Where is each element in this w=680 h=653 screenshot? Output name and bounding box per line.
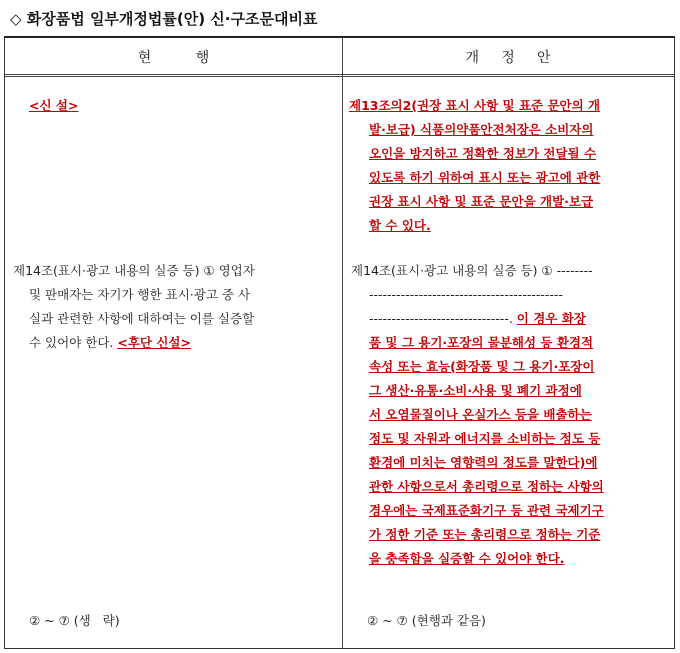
column-divider bbox=[342, 38, 343, 648]
right-art14-red-line: 을 충족함을 실증할 수 있어야 한다. bbox=[369, 551, 565, 566]
art13-line: 제13조의2(권장 표시 사항 및 표준 문안의 개 bbox=[349, 98, 601, 113]
art13-line: 있도록 하기 위하여 표시 또는 광고에 관한 bbox=[369, 170, 601, 185]
art13-line: 발·보급) 식품의약품안전처장은 소비자의 bbox=[369, 122, 594, 137]
right-art14-red-text: 이 경우 화장 bbox=[516, 311, 586, 326]
right-art14-red-line: 속성 또는 효능(화장품 및 그 용기·포장이 bbox=[369, 359, 595, 374]
left-omitted-block bbox=[29, 609, 120, 633]
header-divider bbox=[5, 74, 674, 75]
right-art14-red-line: 정도 및 자원과 에너지를 소비하는 정도 등 bbox=[369, 431, 601, 446]
right-art14-red-line: 가 정한 기준 또는 총리령으로 정하는 기준 bbox=[369, 527, 601, 542]
right-art14-line: -------------------------------. bbox=[369, 311, 517, 326]
right-art14-red-line: 그 생산·유통·소비·사용 및 폐기 과정에 bbox=[369, 383, 582, 398]
right-art14-line: 제14조(표시·광고 내용의 실증 등) ① -------- bbox=[351, 263, 593, 278]
left-art14-line: 수 있어야 한다. bbox=[29, 335, 118, 350]
left-art14-line: 및 판매자는 자기가 행한 표시·광고 중 사 bbox=[29, 287, 251, 302]
right-art14-red-line: 서 오염물질이나 온실가스 등을 배출하는 bbox=[369, 407, 592, 422]
left-art14-line: 제14조(표시·광고 내용의 실증 등) ① 영업자 bbox=[13, 263, 255, 278]
right-art14-red-line: 환경에 미치는 영향력의 정도를 말한다)에 bbox=[369, 455, 598, 470]
page-title: ◇ 화장품법 일부개정법률(안) 신·구조문대비표 bbox=[10, 10, 318, 28]
omitted-text: ② ~ ⑦ (생 략) bbox=[29, 613, 120, 628]
right-art14-red-line: 품 및 그 용기·포장의 물분해성 등 환경적 bbox=[369, 335, 594, 350]
left-new-marker-block bbox=[29, 94, 78, 118]
new-marker: <신 설> bbox=[29, 98, 79, 113]
right-same-block bbox=[367, 609, 486, 633]
same-as-current-text: ② ~ ⑦ (현행과 같음) bbox=[367, 613, 486, 628]
left-art14-line: 실과 관련한 사항에 대하여는 이를 실증할 bbox=[29, 311, 255, 326]
right-art14-red-line: 관한 사항으로서 총리령으로 정하는 사항의 bbox=[369, 479, 604, 494]
art13-line: 할 수 있다. bbox=[369, 218, 431, 233]
comparison-table bbox=[4, 36, 675, 649]
right-art14-line: ------------------------------------------- bbox=[369, 287, 563, 302]
right-art14-block bbox=[351, 259, 604, 571]
left-art14-block bbox=[13, 259, 255, 355]
header-current: 현 행 bbox=[137, 50, 210, 66]
right-art14-red-line: 경우에는 국제표준화기구 등 관련 국제기구 bbox=[369, 503, 604, 518]
right-art13-block bbox=[349, 94, 600, 238]
art13-line: 오인을 방지하고 정확한 정보가 전달될 수 bbox=[369, 146, 597, 161]
art13-line: 권장 표시 사항 및 표준 문안을 개발·보급 bbox=[369, 194, 594, 209]
later-paragraph-new-marker: <후단 신설> bbox=[117, 335, 191, 350]
header-divider-double bbox=[5, 76, 674, 77]
header-revised: 개 정 안 bbox=[465, 50, 551, 66]
